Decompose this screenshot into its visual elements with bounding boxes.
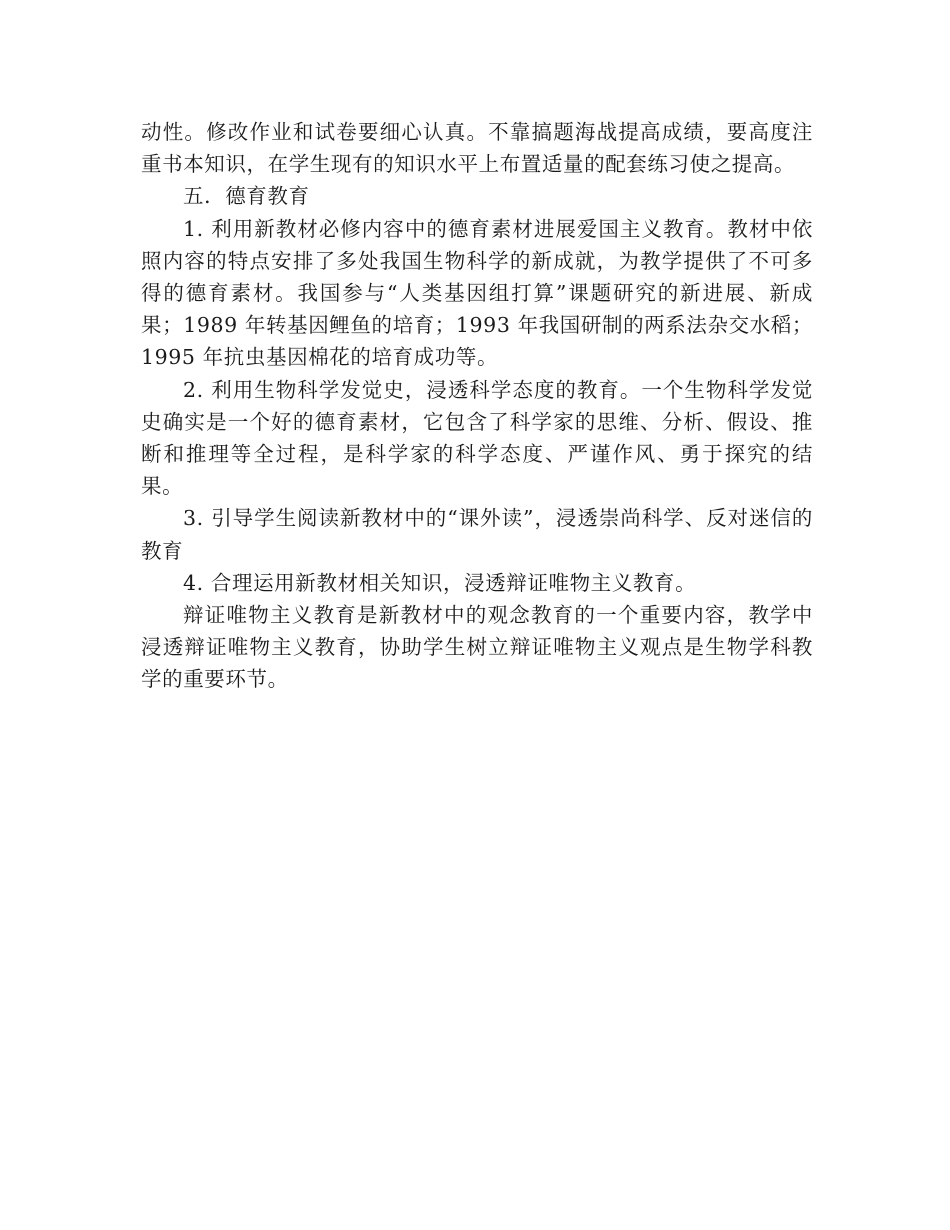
- paragraph-item-1: 1. 利用新教材必修内容中的德育素材进展爱国主义教育。教材中依照内容的特点安排了多处我国生物科学的新成就，为教学提供了不可多得的德育素材。我国参与“人类基因组打算”课题研究的新进展、新成果；1989 年转基因鲤鱼的培育；1993 年我国研制的两系法杂交水稻；1995 年抗虫基因棉花的培育成功等。: [141, 216, 813, 370]
- paragraph-conclusion: 辩证唯物主义教育是新教材中的观念教育的一个重要内容，教学中浸透辩证唯物主义教育，协助学生树立辩证唯物主义观点是生物学科教学的重要环节。: [141, 603, 813, 692]
- paragraph-continuation: 动性。修改作业和试卷要细心认真。不靠搞题海战提高成绩，要高度注重书本知识，在学生现有的知识水平上布置适量的配套练习使之提高。: [141, 120, 813, 177]
- paragraph-item-3: 3. 引导学生阅读新教材中的“课外读”，浸透崇尚科学、反对迷信的教育: [141, 506, 813, 563]
- paragraph-item-4: 4. 合理运用新教材相关知识，浸透辩证唯物主义教育。: [183, 570, 697, 595]
- section-heading: 五．德育教育: [183, 184, 310, 209]
- document-body: [141, 116, 813, 696]
- paragraph-item-2: 2. 利用生物科学发觉史，浸透科学态度的教育。一个生物科学发觉史确实是一个好的德育素材，它包含了科学家的思维、分析、假设、推断和推理等全过程，是科学家的科学态度、严谨作风、勇于探究的结果。: [141, 377, 813, 499]
